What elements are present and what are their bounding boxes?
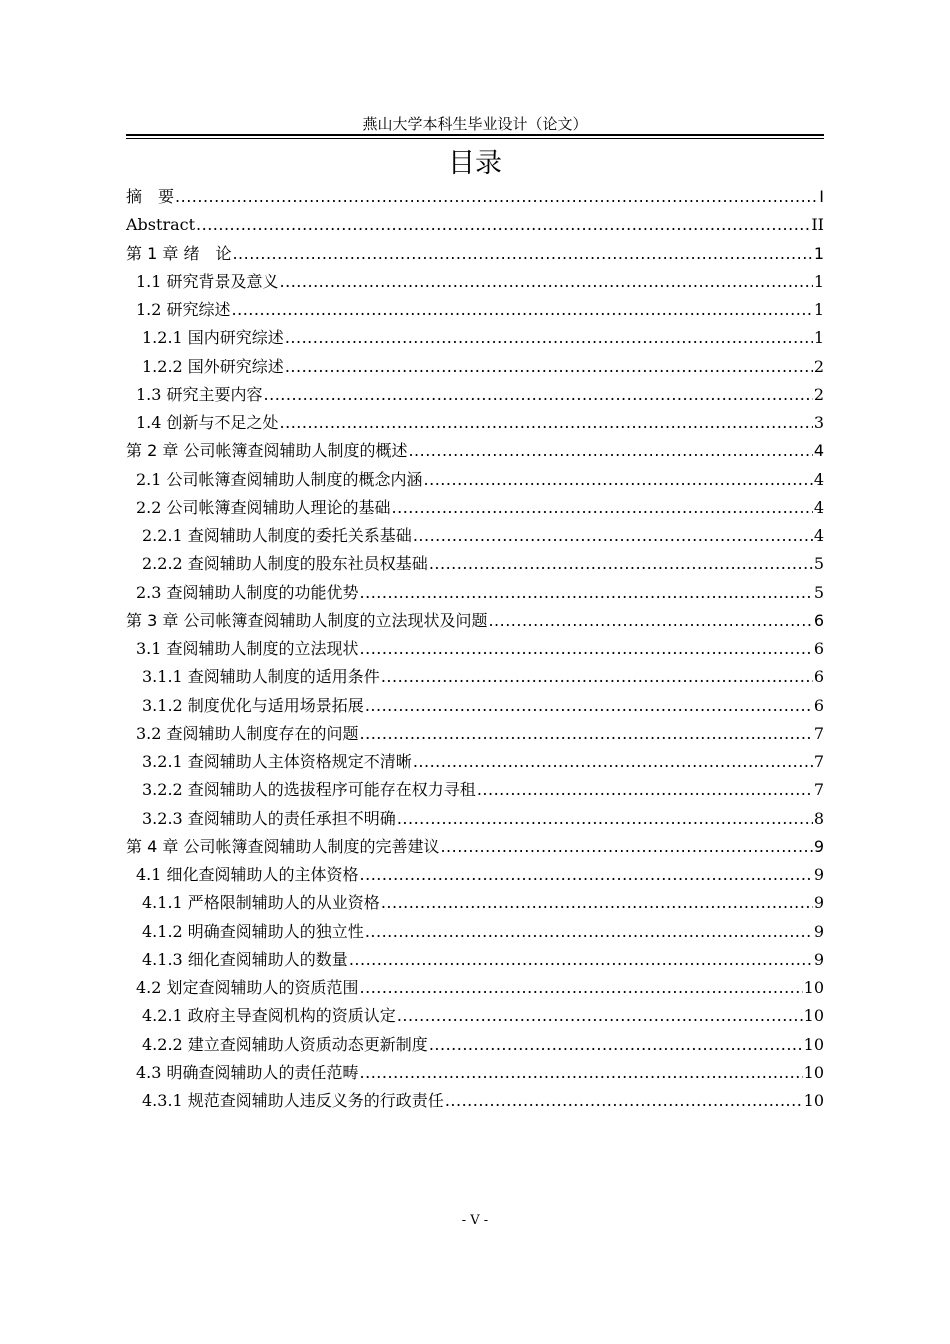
toc-entry-label: 2.3 查阅辅助人制度的功能优势 [136,582,359,602]
toc-entry[interactable] [126,1031,824,1059]
toc-entry[interactable] [126,663,824,691]
toc-entry-page: 6 [813,695,824,715]
toc-entry-page: 10 [803,1006,824,1026]
toc-entry-page: 10 [803,978,824,997]
toc-entry[interactable] [126,1059,824,1087]
toc-entry[interactable] [126,1002,824,1030]
toc-entry-label: 4.2 划定查阅辅助人的资质范围 [136,978,359,997]
toc-entry-label: 3.2.3 查阅辅助人的责任承担不明确 [142,808,396,828]
toc-entry-page: 9 [813,949,824,969]
toc-entry-page: 1 [813,243,824,263]
dot-leader [424,466,813,494]
toc-entry-label: 第 2 章 公司帐簿查阅辅助人制度的概述 [126,441,408,461]
dot-leader [413,522,813,550]
dot-leader [381,663,813,691]
toc-entry[interactable] [126,353,824,381]
toc-entry[interactable] [126,211,824,239]
dot-leader [381,889,813,917]
toc-entry-page: 5 [813,554,824,574]
dot-leader [408,437,812,465]
toc-entry[interactable] [126,296,824,324]
dot-leader [397,805,813,833]
dot-leader [264,381,813,409]
toc-entry-label: 4.1 细化查阅辅助人的主体资格 [136,865,359,884]
toc-entry-page: 9 [813,865,824,884]
toc-entry[interactable] [126,409,824,437]
toc-entry[interactable] [126,437,824,465]
toc-entry-page: 7 [813,723,824,743]
dot-leader [488,607,812,635]
toc-entry-page: 6 [813,667,824,687]
toc-entry-label: 1.1 研究背景及意义 [136,271,279,291]
toc-entry[interactable] [126,918,824,946]
toc-entry[interactable] [126,776,824,804]
dot-leader [365,918,813,946]
toc-entry-page: I [819,187,824,206]
toc-entry-page: 6 [813,610,824,630]
dot-leader [413,748,813,776]
dot-leader [232,240,812,268]
header-rule-thick [126,134,824,136]
dot-leader [232,296,813,324]
toc-entry-label: 4.3 明确查阅辅助人的责任范畴 [136,1062,359,1082]
running-header: 燕山大学本科生毕业设计（论文） [362,115,588,133]
dot-leader [360,579,813,607]
toc-entry-label: 1.2 研究综述 [136,300,231,319]
toc-entry[interactable] [126,889,824,917]
toc-entry-label: 2.1 公司帐簿查阅辅助人制度的概念内涵 [136,469,423,489]
toc-entry[interactable] [126,974,824,1002]
toc-entry-label: 第 4 章 公司帐簿查阅辅助人制度的完善建议 [126,836,440,856]
toc-entry-label: 4.1.3 细化查阅辅助人的数量 [142,949,348,969]
toc-entry-label: 1.2.2 国外研究综述 [142,356,284,376]
toc-entry-page: 1 [813,271,824,291]
toc-entry-page: 10 [803,1091,824,1110]
dot-leader [285,324,813,352]
toc-entry-label: 第 1 章 绪 论 [126,243,232,263]
toc-entry-page: 4 [813,526,824,545]
toc-entry-page: 10 [803,1062,824,1082]
dot-leader [196,211,810,239]
dot-leader [365,692,813,720]
toc-entry-label: 2.2 公司帐簿查阅辅助人理论的基础 [136,497,391,517]
toc-entry[interactable] [126,720,824,748]
toc-entry[interactable] [126,466,824,494]
toc-entry-page: 4 [813,441,824,461]
toc-entry-label: Abstract [126,215,196,235]
toc-entry[interactable] [126,692,824,720]
dot-leader [175,183,818,211]
toc-entry[interactable] [126,550,824,578]
toc-entry-page: 1 [813,300,824,319]
toc-entry-page: 1 [813,328,824,348]
toc-entry-page: 9 [813,836,824,856]
toc-entry-label: 3.2 查阅辅助人制度存在的问题 [136,723,359,743]
dot-leader [360,635,813,663]
table-of-contents [126,183,824,1115]
dot-leader [285,353,813,381]
toc-entry-label: 2.2.1 查阅辅助人制度的委托关系基础 [142,526,412,545]
dot-leader [445,1087,803,1115]
toc-entry-page: 7 [813,780,824,800]
toc-entry-page: 6 [813,639,824,658]
toc-entry-page: 2 [813,384,824,404]
toc-entry-page: 8 [813,808,824,828]
toc-entry-label: 4.3.1 规范查阅辅助人违反义务的行政责任 [142,1091,444,1110]
toc-entry[interactable] [126,381,824,409]
toc-entry-label: 摘 要 [126,187,175,206]
toc-entry[interactable] [126,240,824,268]
toc-entry[interactable] [126,324,824,352]
toc-entry-page: 9 [813,893,824,913]
dot-leader [280,409,813,437]
toc-entry[interactable] [126,268,824,296]
toc-entry[interactable] [126,494,824,522]
toc-entry-label: 4.2.1 政府主导查阅机构的资质认定 [142,1006,396,1026]
toc-entry-label: 1.3 研究主要内容 [136,384,263,404]
toc-entry-label: 3.1.1 查阅辅助人制度的适用条件 [142,667,380,687]
toc-entry-page: 4 [813,497,824,517]
toc-entry[interactable] [126,861,824,889]
toc-entry-page: 4 [813,469,824,489]
toc-entry[interactable] [126,946,824,974]
toc-entry[interactable] [126,833,824,861]
dot-leader [360,861,813,889]
header-rule-thin [126,138,824,139]
toc-entry-label: 3.2.1 查阅辅助人主体资格规定不清晰 [142,752,412,771]
toc-entry-page: 2 [813,356,824,376]
toc-entry-label: 1.2.1 国内研究综述 [142,328,284,348]
toc-entry-label: 3.1.2 制度优化与适用场景拓展 [142,695,364,715]
toc-entry-label: 4.1.2 明确查阅辅助人的独立性 [142,921,364,941]
dot-leader [349,946,813,974]
dot-leader [360,720,813,748]
toc-entry-label: 1.4 创新与不足之处 [136,413,279,432]
toc-entry[interactable] [126,635,824,663]
toc-entry-label: 3.1 查阅辅助人制度的立法现状 [136,639,359,658]
dot-leader [429,1031,803,1059]
toc-entry-label: 4.1.1 严格限制辅助人的从业资格 [142,893,380,913]
toc-entry[interactable] [126,183,824,211]
toc-entry-page: 5 [813,582,824,602]
toc-entry-label: 第 3 章 公司帐簿查阅辅助人制度的立法现状及问题 [126,610,488,630]
toc-entry[interactable] [126,805,824,833]
toc-entry-label: 2.2.2 查阅辅助人制度的股东社员权基础 [142,554,428,574]
page-title: 目录 [448,148,502,179]
toc-entry[interactable] [126,607,824,635]
dot-leader [280,268,813,296]
toc-entry[interactable] [126,579,824,607]
toc-entry-label: 4.2.2 建立查阅辅助人资质动态更新制度 [142,1034,428,1054]
toc-entry-page: 9 [813,921,824,941]
toc-entry-page: 7 [813,752,824,771]
dot-leader [440,833,812,861]
dot-leader [360,974,803,1002]
toc-entry-page: 3 [813,413,824,432]
toc-entry-page: II [811,215,824,235]
toc-entry-page: 10 [803,1034,824,1054]
dot-leader [360,1059,803,1087]
dot-leader [477,776,813,804]
dot-leader [397,1002,803,1030]
dot-leader [392,494,813,522]
toc-entry[interactable] [126,522,824,550]
dot-leader [429,550,813,578]
toc-entry[interactable] [126,1087,824,1115]
toc-entry-label: 3.2.2 查阅辅助人的选拔程序可能存在权力寻租 [142,780,476,800]
toc-entry[interactable] [126,748,824,776]
page-number: - V - [461,1213,489,1228]
